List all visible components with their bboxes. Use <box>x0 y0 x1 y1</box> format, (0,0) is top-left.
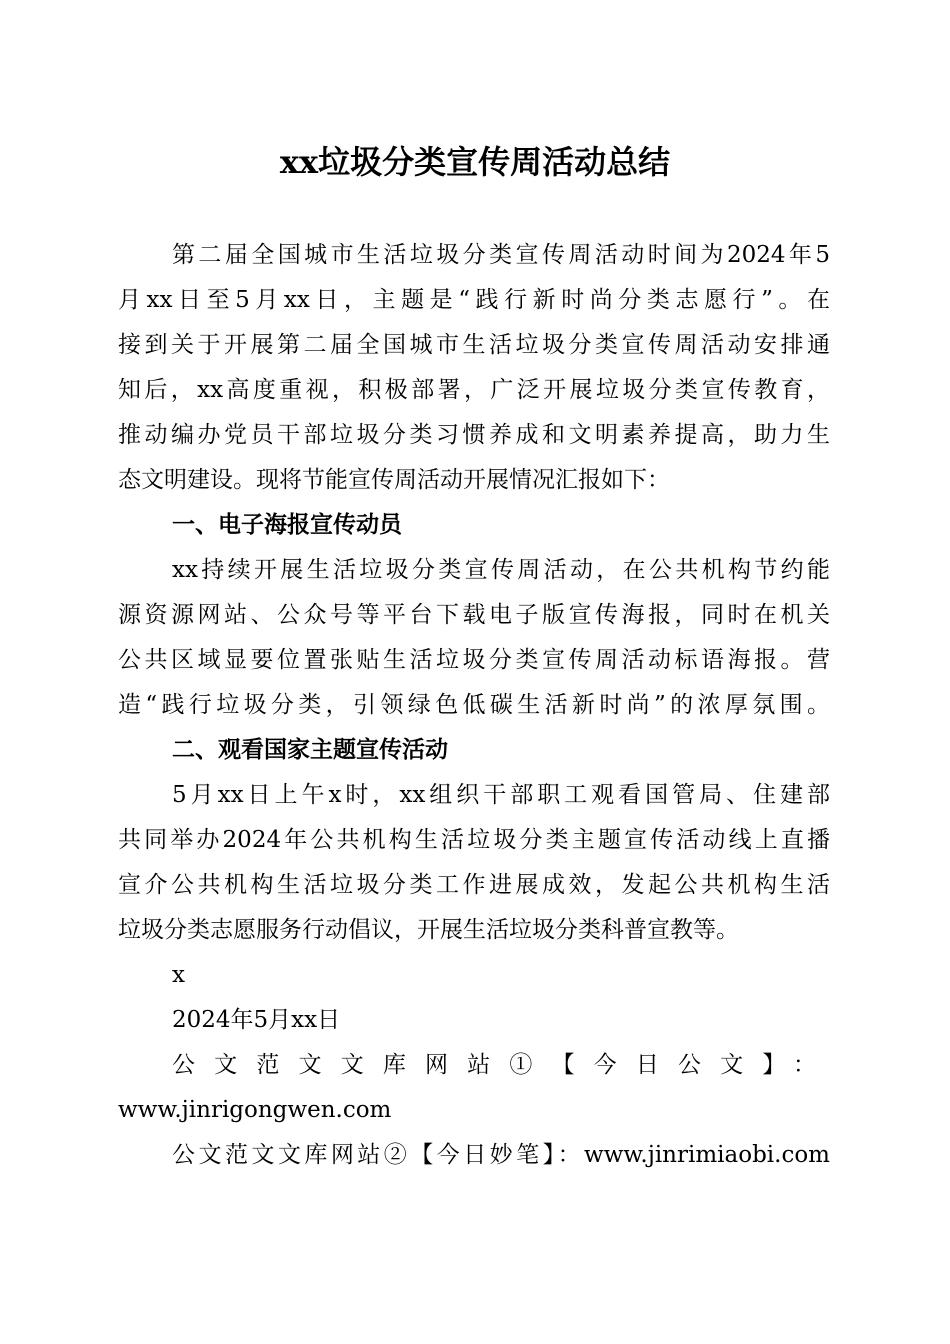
section1-line: 公共区域显要位置张贴生活垃圾分类宣传周活动标语海报。营 <box>118 647 830 673</box>
intro-line: 第二届全国城市生活垃圾分类宣传周活动时间为2024年5 <box>172 242 830 268</box>
section-heading-2: 二、观看国家主题宣传活动 <box>172 737 448 763</box>
signature: x <box>172 962 185 988</box>
intro-line: 态文明建设。现将节能宣传周活动开展情况汇报如下： <box>118 467 670 493</box>
footer-site1-label: 公文范文文库网站①【今日公文】： <box>172 1052 830 1078</box>
section-heading-1: 一、电子海报宣传动员 <box>172 512 402 538</box>
section2-line: 共同举办2024年公共机构生活垃圾分类主题宣传活动线上直播 <box>118 827 830 853</box>
intro-line: 知后，xx高度重视，积极部署，广泛开展垃圾分类宣传教育， <box>118 377 830 403</box>
intro-line: 月xx日至5月xx日，主题是“践行新时尚分类志愿行”。在 <box>118 287 830 313</box>
section2-line: 5月xx日上午x时，xx组织干部职工观看国管局、住建部 <box>172 782 830 808</box>
section2-line: 垃圾分类志愿服务行动倡议，开展生活垃圾分类科普宣教等。 <box>118 917 739 943</box>
section1-line: 源资源网站、公众号等平台下载电子版宣传海报，同时在机关 <box>118 602 830 628</box>
document-title: xx垃圾分类宣传周活动总结 <box>279 143 671 181</box>
footer-site1-url[interactable]: www.jinrigongwen.com <box>118 1097 392 1123</box>
footer-site2-line[interactable]: 公文范文文库网站②【今日妙笔】：www.jinrimiaobi.com <box>172 1142 830 1168</box>
section2-line: 宣介公共机构生活垃圾分类工作进展成效，发起公共机构生活 <box>118 872 830 898</box>
section1-line: 造“践行垃圾分类，引领绿色低碳生活新时尚”的浓厚氛围。 <box>118 692 830 718</box>
document-date: 2024年5月xx日 <box>172 1007 341 1033</box>
section1-line: xx持续开展生活垃圾分类宣传周活动，在公共机构节约能 <box>172 557 830 583</box>
intro-line: 推动编办党员干部垃圾分类习惯养成和文明素养提高，助力生 <box>118 422 830 448</box>
intro-line: 接到关于开展第二届全国城市生活垃圾分类宣传周活动安排通 <box>118 332 830 358</box>
